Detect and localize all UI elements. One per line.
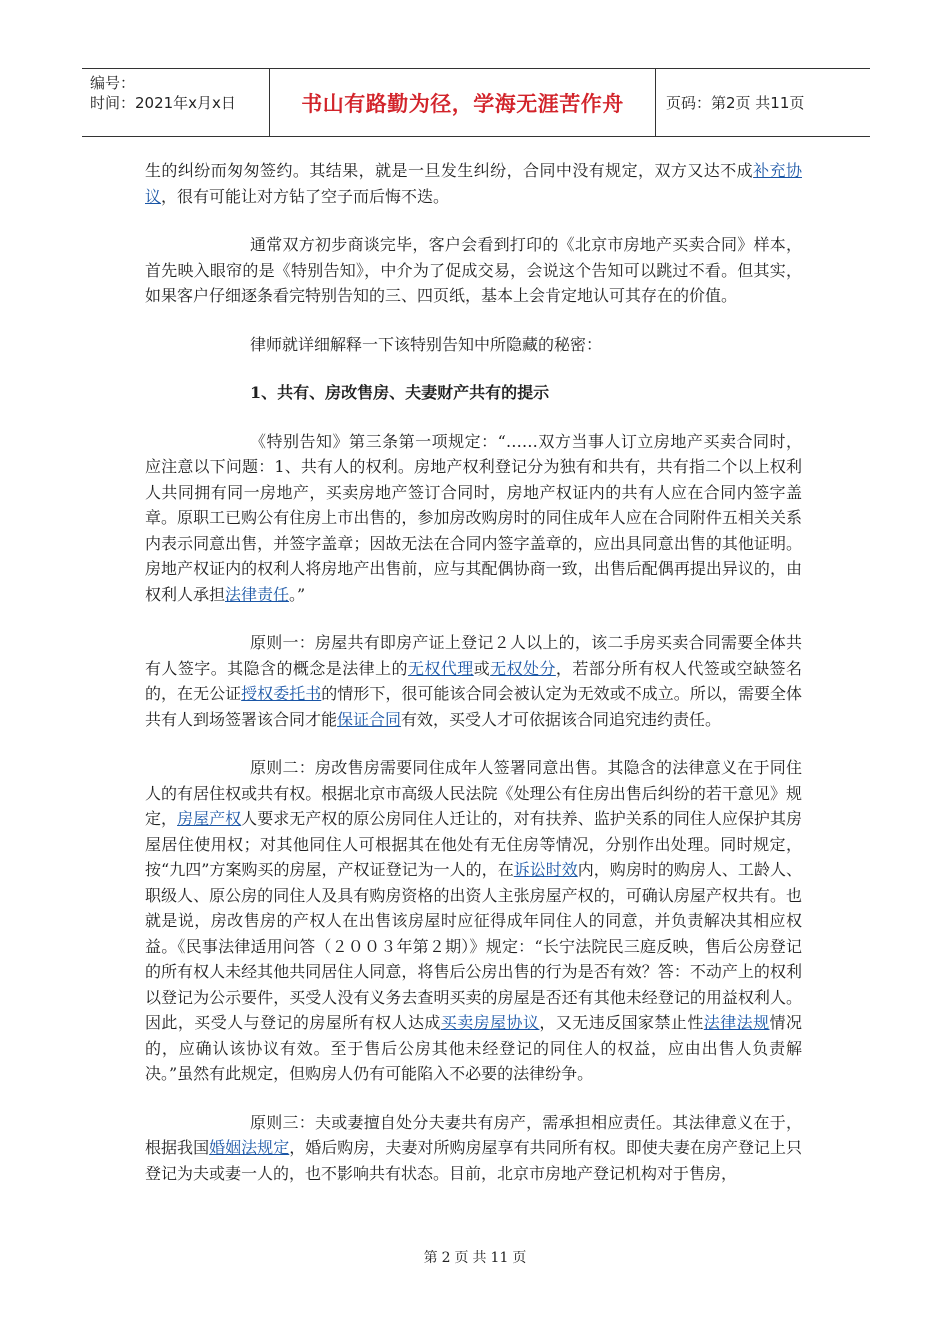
footer-ye: 页 [512,1250,527,1266]
document-body [145,158,802,1209]
inline-link[interactable]: 婚姻法规定 [209,1138,290,1157]
text-run: 原则二：房改售房需要同住成年人签署同意出售。其隐含的法律意义在于同住人的有居住权或共有权。根据北京市高级人民法院《处理公有住房出售后纠纷的若干意见》规定， [145,758,802,828]
text-run: 有效，买受人才可依据该合同追究违约责任。 [401,709,722,729]
text-run: 生的纠纷而匆匆签约。其结果，就是一旦发生纠纷，合同中没有规定，双方又达不成 [145,161,754,180]
footer-gong: 共 [472,1250,487,1266]
inline-link[interactable]: 法律责任 [225,584,290,604]
inline-link[interactable]: 补充协议 [145,161,802,206]
text-run: 的情形下，很可能该合同会被认定为无效或不成立。所以，需要全体共有人到场签署该合同才能 [145,684,802,729]
inline-link[interactable]: 法律法规 [703,1013,770,1032]
page-footer [0,1247,950,1267]
text-run: 律师就详细解释一下该特别告知中所隐藏的秘密： [250,334,603,354]
text-run: ，若部分所有权人代签或空缺签名的，在无公证 [145,658,802,703]
text-run: 或 [473,658,491,678]
inline-link[interactable]: 房屋产权 [177,809,242,828]
text-run: ，很有可能让对方钻了空子而后悔不迭。 [161,186,450,206]
text-run: ，婚后购房，夫妻对所购房屋享有共同所有权。即使夫妻在房产登记上只登记为夫或妻一人的，也不影响共有状态。目前，北京市房地产登记机构对于售房， [145,1138,802,1183]
paragraph [145,429,802,608]
text-run: 通常双方初步商谈完毕，客户会看到打印的《北京市房地产买卖合同》样本，首先映入眼帘的是《特别告知》，中介为了促成交易，会说这个告知可以跳过不看。但其实，如果客户仔细逐条看完特别告知的三、四页纸，基本上会肯定地认可其存在的价值。 [145,235,802,305]
page-header [82,68,870,137]
section-heading [145,380,802,406]
footer-di: 第 [423,1250,438,1266]
paragraph [145,630,802,732]
inline-link[interactable]: 诉讼时效 [513,860,578,879]
header-page-info: 页码：第2页 共11页 [666,94,805,112]
inline-link[interactable]: 无权处分 [490,658,556,678]
inline-link[interactable]: 保证合同 [337,709,402,729]
inline-link[interactable]: 授权委托书 [241,684,322,703]
text-run: 原则三：夫或妻擅自处分夫妻共有房产，需承担相应责任。其法律意义在于，根据我国 [145,1112,802,1157]
time-label: 时间：2021年x月x日 [90,94,236,112]
inline-link[interactable]: 无权代理 [407,658,474,678]
paragraph [145,332,802,358]
inline-link[interactable]: 买卖房屋协议 [440,1013,540,1032]
text-run: 《特别告知》第三条第一项规定：“……双方当事人订立房地产买卖合同时，应注意以下问题：1、共有人的权利。房地产权利登记分为独有和共有，共有指二个以上权利人共同拥有同一房地产，买卖房地产签订合同时，房地产权证内的共有人应在合同内签字盖章。原职工已购公有住房上市出售的，参加房改购房时的同住成年人应在合同附件五相关关系内表示同意出售，并签字盖章；因故无法在合同内签字盖章的，应出具同意出售的其他证明。房地产权证内的权利人将房地产出售前，应与其配偶协商一致，出售后配偶再提出异议的，由权利人承担 [145,431,802,604]
paragraph-continuation [145,158,802,209]
text-run: 人要求无产权的原公房同住人迁让的，对有扶养、监护关系的同住人应保护其房屋居住使用权；对其他同住人可根据其在他处有无住房等情况，分别作出处理。同时规定，按“九四”方案购买的房屋，产权证登记为一人的，在 [145,809,802,879]
paragraph [145,755,802,1087]
footer-total-pages: 11 [490,1250,509,1266]
text-run: ，又无违反国家禁止性 [539,1013,704,1032]
code-label: 编号： [90,74,136,92]
header-motto: 书山有路勤为径，学海无涯苦作舟 [270,69,656,136]
text-run: 。” [289,584,306,604]
text-run: 1、共有、房改售房、夫妻财产共有的提示 [250,383,550,402]
paragraph [145,232,802,309]
text-run: 情况的，应确认该协议有效。至于售后公房其他未经登记的同住人的权益，应由出售人负责解决。”虽然有此规定，但购房人仍有可能陷入不必要的法律纷争。 [145,1013,802,1083]
text-run: 原则一：房屋共有即房产证上登记２人以上的，该二手房买卖合同需要全体共有人签字。其隐含的概念是法律上的 [145,633,802,678]
paragraph [145,1110,802,1187]
header-meta [82,69,270,136]
footer-page-number: 2 [441,1250,451,1266]
text-run: 内，购房时的购房人、工龄人、职级人、原公房的同住人及具有购房资格的出资人主张房屋产权的，可确认房屋产权共有。也就是说，房改售房的产权人在出售该房屋时应征得成年同住人的同意，并负责解决其相应权益。《民事法律适用问答（２００３年第２期）》规定：“长宁法院民三庭反映，售后公房登记的所有权人未经其他共同居住人同意，将售后公房出售的行为是否有效？答：不动产上的权利以登记为公示要件，买受人没有义务去查明买卖的房屋是否还有其他未经登记的用益权利人。因此，买受人与登记的房屋所有权人达成 [145,860,802,1032]
footer-ye: 页 [454,1250,469,1266]
